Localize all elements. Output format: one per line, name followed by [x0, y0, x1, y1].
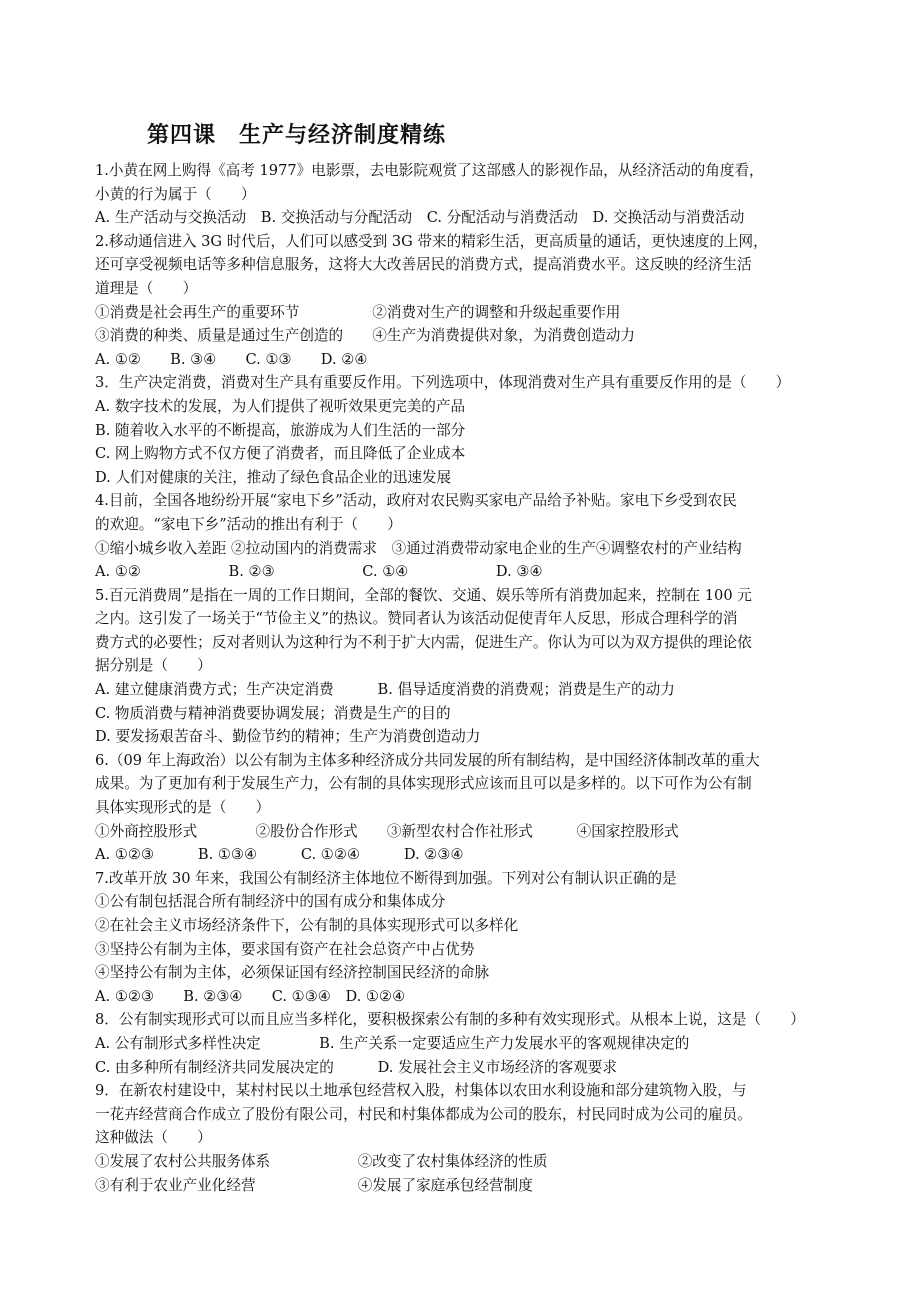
text-line: C. 网上购物方式不仅方便了消费者，而且降低了企业成本 — [95, 445, 466, 463]
text-line: ①发展了农村公共服务体系 ②改变了农村集体经济的性质 — [95, 1152, 548, 1170]
text-line: D. 要发扬艰苦奋斗、勤俭节约的精神；生产为消费创造动力 — [95, 728, 481, 746]
text-line: A. ①②③ B. ①③④ C. ①②④ D. ②③④ — [95, 846, 464, 864]
text-line: A. 数字技术的发展，为人们提供了视听效果更完美的产品 — [95, 397, 466, 415]
text-line: ③坚持公有制为主体，要求国有资产在社会总资产中占优势 — [95, 940, 475, 958]
text-line: 一花卉经营商合作成立了股份有限公司，村民和村集体都成为公司的股东，村民同时成为公司的雇员。 — [95, 1105, 752, 1123]
text-line: D. 人们对健康的关注，推动了绿色食品企业的迅速发展 — [95, 468, 452, 486]
text-line: ①消费是社会再生产的重要环节 ②消费对生产的调整和升级起重要作用 — [95, 303, 621, 321]
text-line: ①公有制包括混合所有制经济中的国有成分和集体成分 — [95, 893, 446, 911]
text-line: 具体实现形式的是（ ） — [95, 799, 271, 817]
text-line: A. ①②③ B. ②③④ C. ①③④ D. ①②④ — [95, 987, 406, 1005]
text-line: A. 建立健康消费方式；生产决定消费 B. 倡导适度消费的消费观；消费是生产的动力 — [95, 681, 675, 699]
text-line: 成果。为了更加有利于发展生产力，公有制的具体实现形式应该而且可以是多样的。以下可作为公有制 — [95, 775, 752, 793]
text-line: 2.移动通信进入 3G 时代后，人们可以感受到 3G 带来的精彩生活，更高质量的通话，更快速度的上网， — [95, 232, 768, 250]
text-line: ④坚持公有制为主体，必须保证国有经济控制国民经济的命脉 — [95, 964, 490, 982]
text-line: 据分别是（ ） — [95, 657, 212, 675]
question-list — [95, 159, 830, 1197]
text-line: ①缩小城乡收入差距 ②拉动国内的消费需求 ③通过消费带动家电企业的生产④调整农村的产业结构 — [95, 539, 742, 557]
text-line: 还可享受视频电话等多种信息服务，这将大大改善居民的消费方式，提高消费水平。这反映的经济生活 — [95, 256, 752, 274]
text-line: 之内。这引发了一场关于“节俭主义”的热议。赞同者认为该活动促使青年人反思，形成合理科学的消 — [95, 610, 738, 628]
text-line: 费方式的必要性；反对者则认为这种行为不利于扩大内需，促进生产。你认为可以为双方提供的理论依 — [95, 633, 752, 651]
text-line: 小黄的行为属于（ ） — [95, 185, 256, 203]
text-line: C. 由多种所有制经济共同发展决定的 D. 发展社会主义市场经济的客观要求 — [95, 1058, 617, 1076]
text-line: 4.目前，全国各地纷纷开展“家电下乡”活动，政府对农民购买家电产品给予补贴。家电下乡受到农民 — [95, 492, 737, 510]
text-line: 6.（09 年上海政治）以公有制为主体多种经济成分共同发展的所有制结构，是中国经济体制改革的重大 — [95, 751, 760, 769]
text-line: 8．公有制实现形式可以而且应当多样化，要积极探索公有制的多种有效实现形式。从根本上说，这是（ ） — [95, 1011, 805, 1029]
document-page — [95, 118, 830, 1197]
text-line: C. 物质消费与精神消费要协调发展；消费是生产的目的 — [95, 704, 451, 722]
text-line: A. ①② B. ③④ C. ①③ D. ②④ — [95, 350, 368, 368]
text-line: 3．生产决定消费，消费对生产具有重要反作用。下列选项中，体现消费对生产具有重要反作用的是（ ） — [95, 374, 791, 392]
text-line: ②在社会主义市场经济条件下，公有制的具体实现形式可以多样化 — [95, 917, 519, 934]
text-line: 5.百元消费周”是指在一周的工作日期间，全部的餐饮、交通、娱乐等所有消费加起来，控制在 100 元 — [95, 586, 752, 604]
text-line: A. 公有制形式多样性决定 B. 生产关系一定要适应生产力发展水平的客观规律决定的 — [95, 1034, 690, 1052]
text-line: ③消费的种类、质量是通过生产创造的 ④生产为消费提供对象，为消费创造动力 — [95, 327, 635, 345]
text-line: ③有利于农业产业化经营 ④发展了家庭承包经营制度 — [95, 1176, 533, 1194]
text-line: 9．在新农村建设中，某村村民以土地承包经营权入股，村集体以农田水利设施和部分建筑物入股，与 — [95, 1082, 747, 1100]
text-line: ①外商控股形式 ②股份合作形式 ③新型农村合作社形式 ④国家控股形式 — [95, 822, 679, 840]
page-title: 第四课 生产与经济制度精练 — [147, 123, 447, 148]
text-line: 1.小黄在网上购得《高考 1977》电影票，去电影院观赏了这部感人的影视作品，从经济活动的角度看， — [95, 162, 764, 179]
text-line: A. ①② B. ②③ C. ①④ D. ③④ — [95, 563, 543, 581]
text-line: 的欢迎。“家电下乡”活动的推出有利于（ ） — [95, 515, 402, 533]
text-line: 道理是（ ） — [95, 279, 198, 297]
text-line: 7.改革开放 30 年来，我国公有制经济主体地位不断得到加强。下列对公有制认识正确的是 — [95, 869, 677, 887]
text-line: 这种做法（ ） — [95, 1129, 212, 1147]
text-line: A. 生产活动与交换活动 B. 交换活动与分配活动 C. 分配活动与消费活动 D. 交换活动与消费活动 — [95, 209, 745, 227]
text-line: B. 随着收入水平的不断提高，旅游成为人们生活的一部分 — [95, 421, 466, 439]
